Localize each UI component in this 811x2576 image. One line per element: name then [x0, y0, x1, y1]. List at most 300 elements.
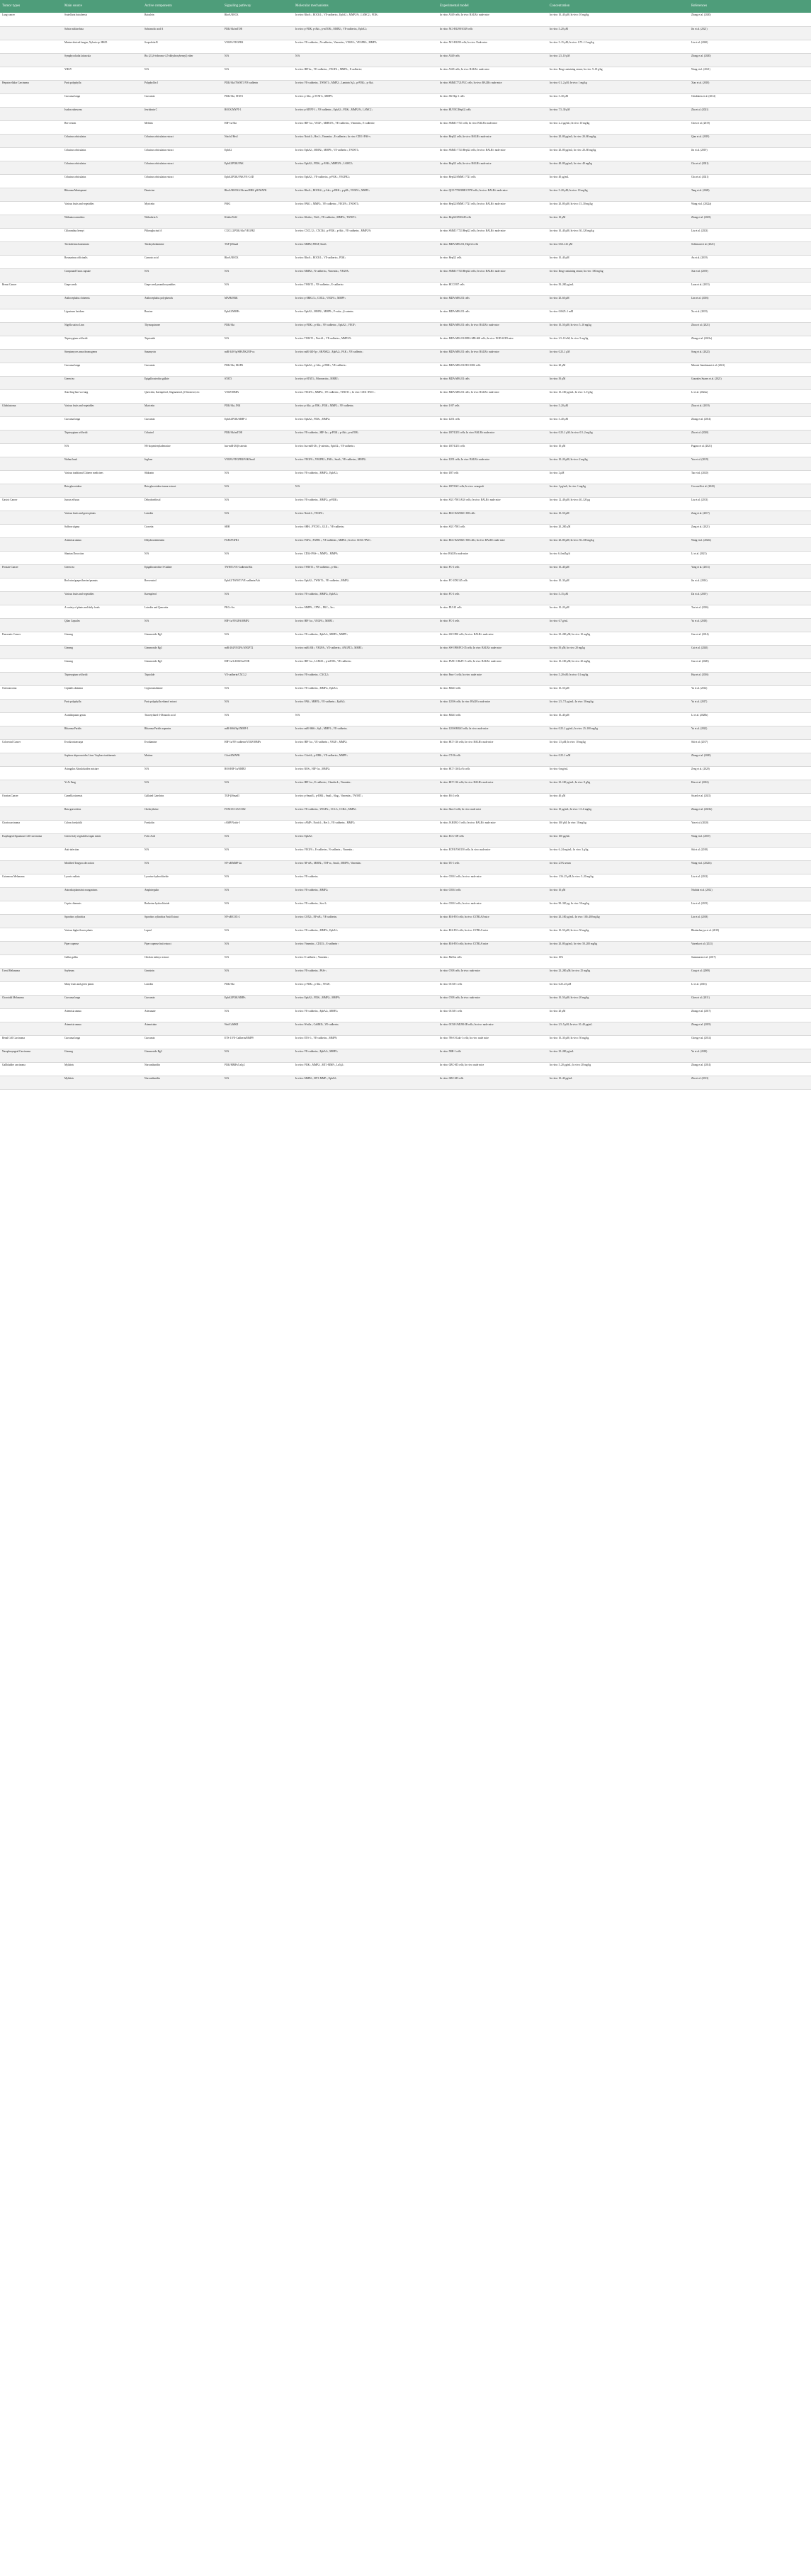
table-row — [0, 914, 811, 928]
table-row — [0, 860, 811, 874]
cell-main-source: Coptis chinensis — [62, 901, 142, 914]
table-row — [0, 739, 811, 753]
cell-concentration: In vitro: 10 μM — [548, 443, 689, 457]
cell-experimental-model: In vitro: U251 cells — [438, 416, 548, 430]
cell-tumor-type: Gastric Cancer — [0, 497, 62, 511]
cell-molecular-mechanism: In vivo: CD34-/PAS+↓, MMP2↓, MMP9↓ — [293, 551, 438, 564]
cell-tumor-type: Glioblastoma — [0, 403, 62, 416]
cell-experimental-model: In vitro: Mel Im cells — [438, 954, 548, 968]
cell-reference: Song et al. (2022) — [689, 349, 811, 363]
cell-experimental-model: In vitro: U87/GSC cells; In vivo: xenograft — [438, 484, 548, 497]
cell-active-component: N/A — [142, 67, 222, 80]
cell-experimental-model: In vitro: HCT-116/LoVo cells — [438, 766, 548, 780]
cell-experimental-model: In vitro: BGC-823/MGC-803 cells — [438, 511, 548, 524]
cell-active-component: Curcumin — [142, 363, 222, 376]
cell-active-component: Myricetin — [142, 403, 222, 416]
cell-experimental-model: In vitro: Skov3 cells; In vivo: nude mice — [438, 807, 548, 820]
cell-concentration: In vitro: Drug-containing serum; In vivo: 100 mg/kg — [548, 268, 689, 282]
cell-tumor-type — [0, 672, 62, 685]
cell-reference: Shi et al. (2017) — [689, 739, 811, 753]
cell-active-component: Anthocephalus polyphenols — [142, 295, 222, 309]
cell-active-component: Celastrus orbiculatus extract — [142, 174, 222, 188]
cell-reference: Gonzalez Suarez et al. (2021) — [689, 376, 811, 389]
cell-reference: Wang et al. (2021b) — [689, 860, 811, 874]
cell-experimental-model: In vitro: PC-3 cells — [438, 618, 548, 632]
cell-concentration: In vitro: 10–40 μg/mL — [548, 1076, 689, 1089]
cell-reference: Zhu et al. (2013) — [689, 1076, 811, 1089]
cell-signaling-pathway: SHH — [222, 524, 293, 537]
cell-experimental-model: In vitro: PC-3 cells — [438, 564, 548, 578]
cell-reference: Liu et al. (2020) — [689, 40, 811, 53]
cell-tumor-type: Renal Cell Carcinoma — [0, 1035, 62, 1049]
cell-experimental-model: In vitro: QGY-7703/MHCC97H cells; In vivo: BALB/c nude mice — [438, 188, 548, 201]
cell-reference: Cheng et al. (2014) — [689, 1035, 811, 1049]
cell-tumor-type — [0, 268, 62, 282]
cell-molecular-mechanism: In vitro: COX2↓, NF-κB↓, VE-cadherin↓ — [293, 914, 438, 928]
cell-molecular-mechanism: In vitro: VE-cadherin↓ — [293, 874, 438, 887]
cell-signaling-pathway: N/A — [222, 470, 293, 484]
cell-main-source: Various fruits and vegetables — [62, 201, 142, 215]
cell-concentration: In vitro: 20–200 μM — [548, 524, 689, 537]
cell-experimental-model: In vitro: MDA-MB-231 cells — [438, 309, 548, 322]
cell-molecular-mechanism: In vitro: NF-κB↓, MMP2↓, TNF-α↓, Snail↓, MMP9↓, Vimentin↓ — [293, 860, 438, 874]
cell-active-component: N/A — [142, 618, 222, 632]
cell-molecular-mechanism: In vitro: VE-cadherin↓, CXCL2↓ — [293, 672, 438, 685]
cell-reference: Guo et al. (2020) — [689, 659, 811, 672]
cell-reference: Bhattacharyya et al. (2019) — [689, 928, 811, 941]
cell-concentration: In vitro: 10–30 μM; In vivo: 50 mg/kg — [548, 1035, 689, 1049]
cell-tumor-type — [0, 215, 62, 228]
cell-molecular-mechanism: In vitro: TWIST1↓, VE-cadherin↓, p-Akt↓ — [293, 564, 438, 578]
cell-molecular-mechanism: In vitro: HIF-1α↓, E-cadherin↑, Claudin 4↓, Vimentin↓ — [293, 780, 438, 793]
cell-reference: Cong et al. (2009) — [689, 968, 811, 981]
cell-signaling-pathway: STAT3 — [222, 376, 293, 389]
cell-active-component: Scopoletin B — [142, 40, 222, 53]
cell-reference: Sicard et al. (2021) — [689, 793, 811, 807]
cell-main-source: Ginseng — [62, 659, 142, 672]
cell-signaling-pathway: N/A — [222, 901, 293, 914]
cell-main-source: Anthocephalus chinensis — [62, 295, 142, 309]
table-row — [0, 134, 811, 147]
cell-signaling-pathway: EphA2/PI3K/FAK/VE-CAD — [222, 174, 293, 188]
cell-signaling-pathway: PI3K/Akt/mTOR — [222, 430, 293, 443]
table-row — [0, 255, 811, 268]
cell-concentration: In vitro: 50–200 μg/mL — [548, 282, 689, 295]
cell-tumor-type — [0, 712, 62, 726]
cell-tumor-type — [0, 941, 62, 954]
cell-experimental-model: In vitro: SGC-7901 cells — [438, 524, 548, 537]
cell-concentration: In vitro: 10–40 μM — [548, 255, 689, 268]
cell-concentration: In vitro: 5–15 μM; In vivo: 0.75–1.5 mg/kg — [548, 40, 689, 53]
header-references: References — [689, 0, 811, 13]
cell-active-component: Paris polyphylla ethanol extract — [142, 699, 222, 712]
cell-active-component: Gallated Catechins — [142, 793, 222, 807]
cell-molecular-mechanism: In vitro: FGF2↓, FGFR1↓, VE-cadherin↓, MMP2↓; In vivo: CD31-/PAS+↓ — [293, 537, 438, 551]
cell-concentration: In vitro: 20–80 μg/mL; In vivo: 20–80 mg/kg — [548, 147, 689, 161]
cell-reference: Chu et al. (2021) — [689, 161, 811, 174]
table-row — [0, 93, 811, 107]
cell-main-source: Scutellaria baicalensis — [62, 13, 142, 26]
cell-concentration: In vitro: 5–30 μM — [548, 93, 689, 107]
cell-tumor-type — [0, 40, 62, 53]
cell-active-component: Celastrus orbiculatus extract — [142, 147, 222, 161]
cell-experimental-model: In vitro: OCM-1/MUM-2B cells; In vivo: nude mice — [438, 1022, 548, 1035]
cell-molecular-mechanism: In vitro: EphA2↓, VE-cadherin↓, p-FAK↓, VEGFR2↓ — [293, 174, 438, 188]
cell-concentration: In vitro: 6.25–25 μM — [548, 981, 689, 995]
cell-main-source: Ginseng — [62, 645, 142, 659]
cell-experimental-model: In vitro: B16-F10 cells; In vivo: C57BL/6 mice — [438, 941, 548, 954]
table-row — [0, 430, 811, 443]
cell-tumor-type — [0, 954, 62, 968]
cell-molecular-mechanism: In vitro: ETS-1↓, VE-cadherin↓, MMP9↓ — [293, 1035, 438, 1049]
cell-main-source: Celastrus orbiculatus — [62, 134, 142, 147]
cell-molecular-mechanism: In vitro: VE-cadherin↓, EphA2↓, MMP2↓ — [293, 1049, 438, 1062]
cell-concentration: In vitro: 10 μM — [548, 887, 689, 901]
cell-experimental-model: In vitro: SK-Hep-1 cells — [438, 93, 548, 107]
cell-concentration: In vitro: 5–20 μM — [548, 26, 689, 40]
table-row — [0, 712, 811, 726]
cell-signaling-pathway: FOXO/CCL5/CCR2 — [222, 807, 293, 820]
cell-concentration: In vitro: 1 μg/mL; In vivo: 1 mg/kg — [548, 484, 689, 497]
cell-molecular-mechanism: In vitro: EphA2↓, p-Akt↓, p-ERK↓, VE-cadherin↓ — [293, 363, 438, 376]
cell-concentration: In vitro: 0.25–1 mM — [548, 753, 689, 766]
cell-main-source: Paris polyphylla — [62, 80, 142, 93]
cell-concentration: In vitro: 10–40 μM — [548, 564, 689, 578]
cell-reference: Vaseeka et al. (2021) — [689, 941, 811, 954]
cell-experimental-model: In vitro: HepG2/SMMC-7721 cells; In vivo: BALB/c nude mice — [438, 201, 548, 215]
cell-signaling-pathway: HIF-1α/VEGFA/MMP2 — [222, 618, 293, 632]
cell-tumor-type — [0, 336, 62, 349]
cell-molecular-mechanism: In vitro: VE-cadherin↓, VEGFA↓, CCL5↓, CCR2↓, MMP2↓ — [293, 807, 438, 820]
table-row — [0, 968, 811, 981]
cell-signaling-pathway: NF-κB/MMP-2α — [222, 860, 293, 874]
cell-reference: Mirzaie Gandomani et al. (2021) — [689, 363, 811, 376]
cell-concentration: In vitro: 20–100 μg/mL; In vivo: 100–400 mg/kg — [548, 914, 689, 928]
cell-experimental-model: In vitro: MDA-MB-231 cells — [438, 376, 548, 389]
cell-main-source: Mylabris — [62, 1062, 142, 1076]
table-row — [0, 40, 811, 53]
cell-experimental-model: In vitro: SW-1990/PCI-35 cells; In vivo: BALB/c nude mice — [438, 645, 548, 659]
cell-signaling-pathway: EphA2/PI3K/MMP-2 — [222, 416, 293, 430]
cell-experimental-model: In vitro: SMMC-7721 cells; In vivo: BALB/c nude mice — [438, 120, 548, 134]
cell-active-component: Amphiregulin — [142, 887, 222, 901]
cell-main-source: Soybeans — [62, 968, 142, 981]
cell-reference: Zeng et al. (2020) — [689, 766, 811, 780]
table-row — [0, 807, 811, 820]
cell-molecular-mechanism: In vitro: MMP2↓, MT1-MMP↓, EphA2↓ — [293, 1076, 438, 1089]
cell-tumor-type: Colorectal Cancer — [0, 739, 62, 753]
table-row — [0, 53, 811, 67]
cell-concentration: In vitro: 25–200 μM; In vivo: 25 mg/kg — [548, 968, 689, 981]
cell-main-source: Green leafy vegetables/organ meats — [62, 833, 142, 847]
cell-signaling-pathway: TWIST1/VE-Cadherin/Akt — [222, 564, 293, 578]
cell-experimental-model: In vitro: U2OS cells; In vivo: BALB/c nude mice — [438, 699, 548, 712]
cell-experimental-model: In vitro: B16-F10 cells; In vivo: C57BL/6 mice — [438, 928, 548, 941]
cell-active-component: Celastrol — [142, 430, 222, 443]
header-concentration: Concentration — [548, 0, 689, 13]
cell-molecular-mechanism: In vitro: PAK1↓, MMP2↓, VE-cadherin↓, VEGFA↓, TWIST1↓ — [293, 201, 438, 215]
table-row — [0, 887, 811, 901]
cell-active-component: Curcumin — [142, 93, 222, 107]
cell-main-source: Mylabris — [62, 1076, 142, 1089]
table-row — [0, 672, 811, 685]
cell-concentration: In vitro: 12–48 μM; In vivo: 40–120 μg — [548, 497, 689, 511]
cell-main-source: Artemisia annua — [62, 1022, 142, 1035]
cell-signaling-pathway: EphA2 — [222, 147, 293, 161]
cell-tumor-type — [0, 228, 62, 241]
table-row — [0, 591, 811, 605]
cell-molecular-mechanism: In vitro: VE-cadherin↓, MMP2↓, EphA2↓ — [293, 470, 438, 484]
cell-concentration: In vitro: 50 μM; In vivo: 20 mg/kg — [548, 645, 689, 659]
cell-tumor-type — [0, 659, 62, 672]
cell-tumor-type — [0, 134, 62, 147]
table-row — [0, 578, 811, 591]
cell-reference: Cai et al. (2020) — [689, 645, 811, 659]
cell-molecular-mechanism: In vitro: p-PI3K↓, p-Akt↓, VE-cadherin↓, EphA2↓, VEGF↓ — [293, 322, 438, 336]
cell-main-source: Ruta graveolens — [62, 807, 142, 820]
cell-active-component: Shikonin — [142, 470, 222, 484]
table-row — [0, 645, 811, 659]
cell-active-component: Chelerythrine — [142, 807, 222, 820]
cell-molecular-mechanism: In vitro: EphA2↓ — [293, 833, 438, 847]
cell-reference: Zhu et al. (2021) — [689, 107, 811, 120]
cell-concentration: In vitro: 10 μg/mL; In vivo: 1.5–6 mg/kg — [548, 807, 689, 820]
cell-experimental-model: In vitro: HCC1937 cells — [438, 282, 548, 295]
cell-concentration: In vitro: 100 μM; In vivo: 10 mg/kg — [548, 820, 689, 833]
cell-tumor-type — [0, 120, 62, 134]
table-row — [0, 820, 811, 833]
cell-main-source: Anti-infection — [62, 847, 142, 860]
cell-main-source: Bee venom — [62, 120, 142, 134]
cell-main-source: Sophora alopecuroides Linn / Sophora tonkinensis — [62, 753, 142, 766]
cell-molecular-mechanism: In vitro: EphA2↓, PI3K↓, MMP2↓, MMP9↓ — [293, 995, 438, 1008]
cell-tumor-type — [0, 1022, 62, 1035]
cell-experimental-model: In vitro: MG63 cells — [438, 685, 548, 699]
cell-molecular-mechanism: In vitro: MMP9↓, CPN1↓, PKC↓, Src↓ — [293, 605, 438, 618]
cell-reference: Zang et al. (2021) — [689, 524, 811, 537]
cell-main-source: A variety of plants and daily foods — [62, 605, 142, 618]
cell-tumor-type — [0, 887, 62, 901]
cell-molecular-mechanism: In vitro: p-PI3K↓, p-Akt↓, VEGF↓ — [293, 981, 438, 995]
cell-signaling-pathway: N/A — [222, 954, 293, 968]
cell-molecular-mechanism: In vitro: miR-3666↑, Sp1↓, MMP1↓, VE-cadherin↓ — [293, 726, 438, 739]
cell-active-component: Dihydroartemisinin — [142, 537, 222, 551]
cell-reference: Li et al. (2020b) — [689, 712, 811, 726]
cell-reference: Zhang et al. (2020) — [689, 753, 811, 766]
cell-tumor-type — [0, 847, 62, 860]
cell-concentration: In vitro: 2.5–10 μM — [548, 53, 689, 67]
cell-tumor-type — [0, 389, 62, 403]
cell-concentration: In vitro: 10–20 μM; In vivo: 2 mg/kg — [548, 457, 689, 470]
table-row — [0, 497, 811, 511]
cell-experimental-model: In vivo: BALB/c nude mice — [438, 551, 548, 564]
cell-signaling-pathway: N/A — [222, 712, 293, 726]
cell-signaling-pathway: N/A — [222, 780, 293, 793]
cell-tumor-type — [0, 726, 62, 739]
cell-main-source: Green tea — [62, 564, 142, 578]
cell-reference: Zang et al. (2017) — [689, 511, 811, 524]
cell-molecular-mechanism: In vitro: VE-cadherin↓, MMP2↓ — [293, 887, 438, 901]
cell-tumor-type — [0, 363, 62, 376]
cell-tumor-type — [0, 67, 62, 80]
cell-tumor-type: Cutaneous Melanoma — [0, 874, 62, 887]
cell-molecular-mechanism: In vitro: Notch1↓, Hes1↓, Vimentin↓, E-cadherin↑; In vivo: CD31-/PAS+↓ — [293, 134, 438, 147]
cell-signaling-pathway: HIF-1α/VE-cadherin/VEGF/MMPs — [222, 739, 293, 753]
cell-reference: Wang et al. (2022a) — [689, 201, 811, 215]
cell-reference: Hua et al. (2016) — [689, 672, 811, 685]
cell-tumor-type — [0, 349, 62, 363]
cell-signaling-pathway: Klotho/Nrf2 — [222, 215, 293, 228]
cell-experimental-model: In vitro: 786-O/Caki-1 cells; In vivo: nude mice — [438, 1035, 548, 1049]
cell-experimental-model: In vitro: A549 cells; In vivo: BALB/c nude mice — [438, 67, 548, 80]
cell-signaling-pathway: PI3K/MMPs/Ln5γ2 — [222, 1062, 293, 1076]
cell-active-component: Thymoquinone — [142, 322, 222, 336]
cell-main-source: Tripterygium wilfordii — [62, 430, 142, 443]
cell-reference: Yao et al. (2019) — [689, 457, 811, 470]
table-row — [0, 901, 811, 914]
cell-active-component: Luteolin — [142, 511, 222, 524]
cell-tumor-type — [0, 443, 62, 457]
cell-signaling-pathway: EphA2/MMPs — [222, 309, 293, 322]
cell-active-component: N/A — [142, 551, 222, 564]
table-row — [0, 416, 811, 430]
cell-active-component: Quercetin, Kaempferol, Stigmasterol, β-Sitosterol, etc — [142, 389, 222, 403]
cell-main-source: Red wine/grapes/berries/peanuts — [62, 578, 142, 591]
table-row — [0, 322, 811, 336]
cell-molecular-mechanism: In vitro: VE-cadherin↓, MMP2↓, p-ERK↓ — [293, 497, 438, 511]
table-row — [0, 659, 811, 672]
cell-experimental-model: In vitro: HCT-116 cells; In vivo: BALB/c nude mice — [438, 780, 548, 793]
cell-active-component: Sporobox cylindrica Fruit Extract — [142, 914, 222, 928]
cell-experimental-model: In vitro: ES-2 cells — [438, 793, 548, 807]
cell-signaling-pathway: N/A — [222, 497, 293, 511]
cell-reference: Shi et al. (2018) — [689, 847, 811, 860]
cell-reference: Zhang et al. (2014) — [689, 416, 811, 430]
table-row — [0, 1022, 811, 1035]
cell-active-component: Resveratrol — [142, 578, 222, 591]
cell-experimental-model: In vitro: U87/U251 cells — [438, 443, 548, 457]
cell-concentration: In vitro: 6 mg/mL — [548, 766, 689, 780]
cell-active-component: Genistein — [142, 968, 222, 981]
cell-molecular-mechanism: In vitro: miR-340-5p↑, SHANK2↓, EphA2↓, FAK↓, VE-cadherin↓ — [293, 349, 438, 363]
cell-experimental-model: In vitro: MDA-MB-231, HepG2 cells — [438, 241, 548, 255]
cell-active-component: Ginsenoside Rg3 — [142, 659, 222, 672]
cell-concentration: In vitro: 2.5–10 nM; In vivo: 5 mg/kg — [548, 336, 689, 349]
cell-tumor-type — [0, 780, 62, 793]
cell-signaling-pathway: NF-κB/COX-2 — [222, 914, 293, 928]
cell-reference: Tsai et al. (2016) — [689, 605, 811, 618]
table-row — [0, 349, 811, 363]
cell-molecular-mechanism: In vitro: EphA2↓, TWIST1↓, VE-cadherin↓, MMP2↓ — [293, 578, 438, 591]
cell-experimental-model: In vitro: HepG2 cells — [438, 255, 548, 268]
cell-active-component: Tetrahydroharmine — [142, 241, 222, 255]
cell-concentration: In vivo: 6.4 ml/kg/d — [548, 551, 689, 564]
cell-concentration: In vitro: 10–40 μM; In vivo: 30–120 mg/kg — [548, 228, 689, 241]
cell-experimental-model: In vitro: C8161 cells — [438, 887, 548, 901]
cell-molecular-mechanism: In vitro: p-Akt↓, p-JNK↓, PI3K↓, MMP2↓, VE-cadherin↓ — [293, 403, 438, 416]
cell-active-component: Curcumin — [142, 416, 222, 430]
cell-main-source: Various fruits and green plants — [62, 511, 142, 524]
cell-reference: Qian et al. (2019) — [689, 134, 811, 147]
cell-tumor-type — [0, 901, 62, 914]
cell-tumor-type: Choriocarcinoma — [0, 820, 62, 833]
table-row — [0, 1049, 811, 1062]
header-signaling-pathway: Signaling pathway — [222, 0, 293, 13]
cell-main-source: Curcuma longa — [62, 416, 142, 430]
cell-tumor-type: Ovarian Cancer — [0, 793, 62, 807]
cell-molecular-mechanism: In vitro: ROS↓, HIF-1α↓, MMP2↓ — [293, 766, 438, 780]
cell-concentration: In vitro: 5–15 μM — [548, 591, 689, 605]
cell-molecular-mechanism: In vitro: p-Akt↓, p-STAT3↓, MMP9↓ — [293, 93, 438, 107]
cell-experimental-model: In vitro: U87 cells — [438, 470, 548, 484]
cell-reference: An et al. (2019) — [689, 255, 811, 268]
table-row — [0, 268, 811, 282]
cell-active-component: Kaempferol — [142, 591, 222, 605]
cell-experimental-model: In vitro: A549 cells; In vivo: BALB/c nude mice — [438, 13, 548, 26]
cell-active-component: Phloroglucinol A — [142, 228, 222, 241]
cell-main-source: Many fruits and green plants — [62, 981, 142, 995]
cell-concentration: In vitro: 6.7 g/mL — [548, 618, 689, 632]
cell-concentration: In vitro: 7.5–30 μM — [548, 107, 689, 120]
cell-main-source: Astragalus Aboulokoides mixture — [62, 766, 142, 780]
table-row — [0, 120, 811, 134]
cell-tumor-type — [0, 645, 62, 659]
cell-signaling-pathway: CXCL12/PI3K/Akt/VEGFR2 — [222, 228, 293, 241]
cell-main-source: Coleus forskohlii — [62, 820, 142, 833]
cell-reference: Zhu et al. (2020) — [689, 430, 811, 443]
cell-active-component: Brucine — [142, 309, 222, 322]
cell-concentration: In vitro: 10–40 μM; In vivo: 10 mg/kg — [548, 13, 689, 26]
cell-concentration: In vitro: 40 μM — [548, 793, 689, 807]
cell-main-source: Juncus effusus — [62, 497, 142, 511]
cell-tumor-type — [0, 699, 62, 712]
cell-experimental-model: In vitro: SMMC-7721/HepG2 cells; In vivo: BALB/c nude mice — [438, 268, 548, 282]
cell-main-source: Chloranthus henryi — [62, 228, 142, 241]
cell-experimental-model: In vitro: U251 cells; In vivo: BALB/c nude mice — [438, 457, 548, 470]
cell-experimental-model: In vitro: PC-3/DU145 cells — [438, 578, 548, 591]
cell-reference: Xu et al. (2019) — [689, 309, 811, 322]
cell-tumor-type — [0, 322, 62, 336]
cell-active-component: Salvianolic acid A — [142, 26, 222, 40]
cell-active-component: N/A — [142, 766, 222, 780]
table-row — [0, 188, 811, 201]
cell-reference: Xiao et al. (2018) — [689, 80, 811, 93]
cell-concentration: In vitro: Drug-containing serum; In vivo: 9–18 g/kg — [548, 67, 689, 80]
cell-main-source: Nigella sativa Linn — [62, 322, 142, 336]
cell-signaling-pathway: N/A — [222, 941, 293, 954]
cell-tumor-type — [0, 928, 62, 941]
cell-reference: Liu et al. (2015) — [689, 901, 811, 914]
cell-experimental-model: In vitro: ECA-109 cells — [438, 833, 548, 847]
table-row — [0, 470, 811, 484]
cell-tumor-type — [0, 241, 62, 255]
cell-signaling-pathway: VEGFA/VEGFR2/FAK/Snail — [222, 457, 293, 470]
table-row — [0, 295, 811, 309]
cell-experimental-model: In vitro: U87/U251 cells; In vivo: BALB/c nude mice — [438, 430, 548, 443]
cell-active-component: Ginsenoside Rg3 — [142, 1049, 222, 1062]
cell-signaling-pathway: EphA2/TWIST1/VE-cadherin/Akt — [222, 578, 293, 591]
cell-experimental-model: In vitro: C918 cells; In vivo: nude mice — [438, 968, 548, 981]
cell-signaling-pathway: PI3K/Akt — [222, 981, 293, 995]
table-row — [0, 995, 811, 1008]
cell-experimental-model: In vitro: PC-3 cells — [438, 591, 548, 605]
cell-main-source: Curcuma longa — [62, 1035, 142, 1049]
cell-concentration: In vitro: 2–4 μg/mL; In vivo: 10 mg/kg — [548, 120, 689, 134]
cell-signaling-pathway: EphA2/PI3K/FAK — [222, 161, 293, 174]
cell-active-component: Grape seed proanthocyanidins — [142, 282, 222, 295]
cell-main-source: Camellia sinensis — [62, 793, 142, 807]
cell-main-source: Grape seeds — [62, 282, 142, 295]
